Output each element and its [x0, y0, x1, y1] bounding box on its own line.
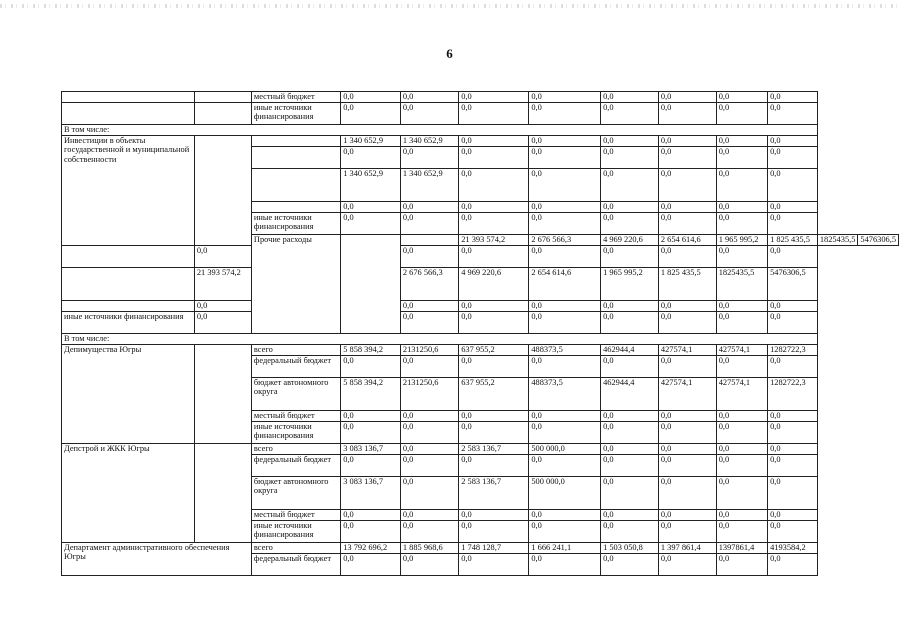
value-cell: 0,0	[768, 510, 818, 521]
value-cell: 0,0	[400, 521, 458, 543]
value-cell: 0,0	[716, 411, 767, 422]
value-cell: 462944,4	[601, 345, 659, 356]
value-cell: 0,0	[601, 301, 659, 312]
value-cell: 0,0	[601, 356, 659, 378]
value-cell: 0,0	[459, 356, 529, 378]
funding-source-cell: иные источники финансирования	[62, 312, 195, 334]
value-cell: 0,0	[459, 554, 529, 576]
value-cell: 0,0	[400, 246, 458, 268]
table-row	[62, 543, 899, 554]
value-cell: 0,0	[341, 510, 401, 521]
value-cell: 0,0	[529, 246, 601, 268]
funding-source-cell	[251, 147, 340, 169]
value-cell: 5 858 394,2	[341, 345, 401, 356]
value-cell: 1282722,3	[768, 378, 818, 411]
value-cell: 0,0	[400, 356, 458, 378]
value-cell: 0,0	[529, 213, 601, 235]
value-cell: 0,0	[459, 510, 529, 521]
table-row	[62, 136, 899, 147]
funding-source-cell	[62, 268, 195, 301]
value-cell: 0,0	[194, 312, 251, 334]
value-cell: 0,0	[601, 246, 659, 268]
value-cell: 0,0	[768, 411, 818, 422]
value-cell: 0,0	[601, 444, 659, 455]
value-cell: 0,0	[658, 213, 716, 235]
value-cell: 0,0	[768, 136, 818, 147]
value-cell: 0,0	[459, 147, 529, 169]
value-cell: 0,0	[716, 312, 767, 334]
value-cell: 4 969 220,6	[459, 268, 529, 301]
value-cell: 0,0	[658, 147, 716, 169]
value-cell: 0,0	[768, 422, 818, 444]
value-cell: 0,0	[658, 136, 716, 147]
value-cell: 0,0	[768, 455, 818, 477]
value-cell: 0,0	[601, 103, 659, 125]
value-cell: 0,0	[768, 213, 818, 235]
value-cell: 0,0	[658, 103, 716, 125]
value-cell: 0,0	[194, 246, 251, 268]
value-cell: 0,0	[341, 147, 401, 169]
value-cell: 0,0	[601, 213, 659, 235]
value-cell: 0,0	[716, 521, 767, 543]
value-cell: 0,0	[529, 422, 601, 444]
executor-cell	[194, 103, 251, 125]
funding-source-cell: иные источники финансирования	[251, 103, 340, 125]
value-cell: 0,0	[768, 554, 818, 576]
funding-source-cell: всего	[251, 444, 340, 455]
value-cell: 21 393 574,2	[194, 268, 251, 301]
value-cell: 0,0	[529, 554, 601, 576]
value-cell: 0,0	[601, 92, 659, 103]
value-cell: 0,0	[658, 422, 716, 444]
value-cell: 0,0	[768, 312, 818, 334]
funding-source-cell: федеральный бюджет	[251, 356, 340, 378]
value-cell: 0,0	[716, 147, 767, 169]
value-cell: 0,0	[601, 136, 659, 147]
value-cell: 0,0	[658, 312, 716, 334]
value-cell: 0,0	[400, 444, 458, 455]
section-label: В том числе:	[62, 334, 818, 345]
value-cell: 0,0	[400, 554, 458, 576]
executor-cell	[341, 235, 401, 334]
value-cell: 0,0	[341, 422, 401, 444]
value-cell: 0,0	[529, 92, 601, 103]
value-cell: 1 965 995,2	[716, 235, 767, 246]
value-cell: 0,0	[658, 455, 716, 477]
executor-cell	[194, 92, 251, 103]
value-cell: 4193584,2	[768, 543, 818, 554]
executor-cell	[194, 345, 251, 444]
value-cell: 0,0	[459, 455, 529, 477]
value-cell: 0,0	[529, 301, 601, 312]
table-row	[62, 125, 899, 136]
value-cell: 3 083 136,7	[341, 444, 401, 455]
program-name-cell: Депимущества Югры	[62, 345, 195, 444]
value-cell: 0,0	[601, 147, 659, 169]
value-cell: 5476306,5	[858, 235, 899, 246]
value-cell: 0,0	[658, 554, 716, 576]
value-cell: 2 654 614,6	[529, 268, 601, 301]
value-cell: 0,0	[400, 312, 458, 334]
value-cell: 1 340 652,9	[400, 169, 458, 202]
funding-source-cell: иные источники финансирования	[251, 213, 340, 235]
value-cell: 0,0	[601, 169, 659, 202]
value-cell: 0,0	[400, 455, 458, 477]
value-cell: 0,0	[601, 477, 659, 510]
budget-table	[61, 91, 899, 576]
table-row	[62, 301, 899, 312]
value-cell: 2 676 566,3	[400, 268, 458, 301]
funding-source-cell	[251, 169, 340, 202]
funding-source-cell: федеральный бюджет	[251, 455, 340, 477]
funding-source-cell: всего	[251, 345, 340, 356]
value-cell: 0,0	[459, 301, 529, 312]
value-cell: 3 083 136,7	[341, 477, 401, 510]
executor-cell	[194, 444, 251, 543]
value-cell: 0,0	[529, 169, 601, 202]
value-cell: 0,0	[194, 301, 251, 312]
value-cell: 2 583 136,7	[459, 477, 529, 510]
value-cell: 0,0	[716, 422, 767, 444]
value-cell: 0,0	[529, 521, 601, 543]
value-cell: 0,0	[716, 510, 767, 521]
value-cell: 1 340 652,9	[341, 169, 401, 202]
table-row	[62, 334, 899, 345]
value-cell: 0,0	[601, 202, 659, 213]
funding-source-cell: федеральный бюджет	[251, 554, 340, 576]
value-cell: 0,0	[341, 202, 401, 213]
value-cell: 0,0	[768, 169, 818, 202]
value-cell: 2 583 136,7	[459, 444, 529, 455]
value-cell: 0,0	[716, 477, 767, 510]
value-cell: 0,0	[459, 312, 529, 334]
value-cell: 1 825 435,5	[658, 268, 716, 301]
table-row	[62, 103, 899, 125]
value-cell: 0,0	[459, 213, 529, 235]
value-cell: 427574,1	[716, 345, 767, 356]
value-cell: 427574,1	[658, 345, 716, 356]
value-cell: 0,0	[601, 422, 659, 444]
value-cell: 0,0	[459, 246, 529, 268]
value-cell: 1282722,3	[768, 345, 818, 356]
value-cell: 0,0	[400, 477, 458, 510]
value-cell: 0,0	[601, 521, 659, 543]
value-cell: 0,0	[341, 92, 401, 103]
value-cell: 0,0	[658, 477, 716, 510]
value-cell: 2 676 566,3	[529, 235, 601, 246]
value-cell: 0,0	[529, 510, 601, 521]
value-cell: 0,0	[658, 301, 716, 312]
value-cell: 0,0	[716, 136, 767, 147]
value-cell: 1 965 995,2	[601, 268, 659, 301]
value-cell: 2131250,6	[400, 378, 458, 411]
value-cell: 0,0	[529, 136, 601, 147]
value-cell: 0,0	[601, 554, 659, 576]
value-cell: 0,0	[658, 246, 716, 268]
value-cell: 0,0	[341, 411, 401, 422]
value-cell: 0,0	[601, 411, 659, 422]
value-cell: 0,0	[459, 103, 529, 125]
funding-source-cell	[251, 136, 340, 147]
value-cell: 500 000,0	[529, 477, 601, 510]
value-cell: 0,0	[716, 301, 767, 312]
value-cell: 1825435,5	[817, 235, 858, 246]
value-cell: 0,0	[768, 147, 818, 169]
value-cell: 0,0	[529, 202, 601, 213]
value-cell: 0,0	[400, 103, 458, 125]
value-cell: 0,0	[768, 356, 818, 378]
value-cell: 427574,1	[716, 378, 767, 411]
value-cell: 0,0	[529, 356, 601, 378]
value-cell: 0,0	[716, 246, 767, 268]
value-cell: 0,0	[658, 202, 716, 213]
value-cell: 488373,5	[529, 378, 601, 411]
value-cell: 0,0	[658, 169, 716, 202]
value-cell: 0,0	[658, 521, 716, 543]
executor-cell	[194, 136, 251, 246]
value-cell: 1 340 652,9	[341, 136, 401, 147]
program-name-cell: Инвестиции в объекты государственной и муниципальной собственности	[62, 136, 195, 246]
funding-source-cell: местный бюджет	[251, 92, 340, 103]
value-cell: 0,0	[459, 411, 529, 422]
value-cell: 1 666 241,1	[529, 543, 601, 554]
value-cell: 0,0	[716, 169, 767, 202]
value-cell: 0,0	[400, 213, 458, 235]
value-cell: 0,0	[658, 411, 716, 422]
funding-source-cell	[251, 202, 340, 213]
value-cell: 0,0	[716, 444, 767, 455]
value-cell: 0,0	[341, 521, 401, 543]
value-cell: 0,0	[341, 213, 401, 235]
value-cell: 0,0	[716, 202, 767, 213]
value-cell: 0,0	[529, 411, 601, 422]
value-cell: 13 792 696,2	[341, 543, 401, 554]
value-cell: 0,0	[341, 356, 401, 378]
program-name-cell: Прочие расходы	[251, 235, 340, 334]
funding-source-cell	[62, 301, 195, 312]
value-cell: 0,0	[459, 422, 529, 444]
value-cell: 1 825 435,5	[768, 235, 818, 246]
value-cell: 0,0	[716, 356, 767, 378]
value-cell: 1397861,4	[716, 543, 767, 554]
program-name-cell: Депстрой и ЖКК Югры	[62, 444, 195, 543]
program-name-cell	[62, 103, 195, 125]
value-cell: 0,0	[529, 147, 601, 169]
value-cell: 0,0	[529, 312, 601, 334]
value-cell: 0,0	[341, 455, 401, 477]
value-cell: 0,0	[601, 455, 659, 477]
table-row	[62, 312, 899, 334]
value-cell: 427574,1	[658, 378, 716, 411]
value-cell: 1825435,5	[716, 268, 767, 301]
value-cell: 0,0	[716, 554, 767, 576]
value-cell: 0,0	[400, 411, 458, 422]
value-cell: 0,0	[716, 92, 767, 103]
value-cell: 0,0	[341, 103, 401, 125]
table-row	[62, 345, 899, 356]
value-cell: 0,0	[400, 422, 458, 444]
value-cell: 0,0	[768, 444, 818, 455]
value-cell: 0,0	[459, 92, 529, 103]
value-cell: 1 885 968,6	[400, 543, 458, 554]
value-cell: 500 000,0	[529, 444, 601, 455]
page-number: 6	[446, 46, 453, 61]
value-cell: 0,0	[768, 92, 818, 103]
value-cell: 0,0	[459, 521, 529, 543]
value-cell: 0,0	[658, 356, 716, 378]
table-row	[62, 444, 899, 455]
value-cell: 0,0	[768, 477, 818, 510]
value-cell: 637 955,2	[459, 378, 529, 411]
funding-source-cell: всего	[251, 543, 340, 554]
value-cell: 0,0	[400, 202, 458, 213]
value-cell: 0,0	[768, 521, 818, 543]
value-cell: 1 503 050,8	[601, 543, 659, 554]
value-cell: 0,0	[400, 92, 458, 103]
value-cell: 462944,4	[601, 378, 659, 411]
value-cell: 0,0	[341, 554, 401, 576]
value-cell: 1 340 652,9	[400, 136, 458, 147]
funding-source-cell: иные источники финансирования	[251, 521, 340, 543]
value-cell: 0,0	[529, 103, 601, 125]
value-cell: 637 955,2	[459, 345, 529, 356]
value-cell: 0,0	[400, 147, 458, 169]
value-cell: 0,0	[601, 510, 659, 521]
table-row	[62, 92, 899, 103]
value-cell: 0,0	[400, 510, 458, 521]
value-cell: 0,0	[716, 213, 767, 235]
value-cell: 0,0	[400, 301, 458, 312]
scan-artifact	[0, 4, 899, 8]
funding-source-cell	[400, 235, 458, 246]
funding-source-cell: бюджет автономного округа	[251, 378, 340, 411]
funding-source-cell: иные источники финансирования	[251, 422, 340, 444]
value-cell: 0,0	[601, 312, 659, 334]
value-cell: 5476306,5	[768, 268, 818, 301]
value-cell: 0,0	[459, 169, 529, 202]
value-cell: 0,0	[529, 455, 601, 477]
value-cell: 0,0	[459, 202, 529, 213]
funding-source-cell: бюджет автономного округа	[251, 477, 340, 510]
value-cell: 5 858 394,2	[341, 378, 401, 411]
program-name-cell: Департамент административного обеспечения Югры	[62, 543, 252, 576]
value-cell: 1 397 861,4	[658, 543, 716, 554]
value-cell: 488373,5	[529, 345, 601, 356]
value-cell: 2 654 614,6	[658, 235, 716, 246]
section-label: В том числе:	[62, 125, 818, 136]
funding-source-cell: местный бюджет	[251, 411, 340, 422]
value-cell: 0,0	[716, 455, 767, 477]
value-cell: 0,0	[768, 103, 818, 125]
value-cell: 0,0	[459, 136, 529, 147]
value-cell: 0,0	[658, 92, 716, 103]
value-cell: 0,0	[768, 202, 818, 213]
funding-source-cell	[62, 246, 195, 268]
value-cell: 0,0	[658, 444, 716, 455]
value-cell: 0,0	[768, 301, 818, 312]
program-name-cell	[62, 92, 195, 103]
value-cell: 0,0	[716, 103, 767, 125]
table-row	[62, 246, 899, 268]
value-cell: 2131250,6	[400, 345, 458, 356]
funding-source-cell: местный бюджет	[251, 510, 340, 521]
value-cell: 1 748 128,7	[459, 543, 529, 554]
value-cell: 21 393 574,2	[459, 235, 529, 246]
value-cell: 0,0	[658, 510, 716, 521]
value-cell: 4 969 220,6	[601, 235, 659, 246]
table-row	[62, 268, 899, 301]
value-cell: 0,0	[768, 246, 818, 268]
